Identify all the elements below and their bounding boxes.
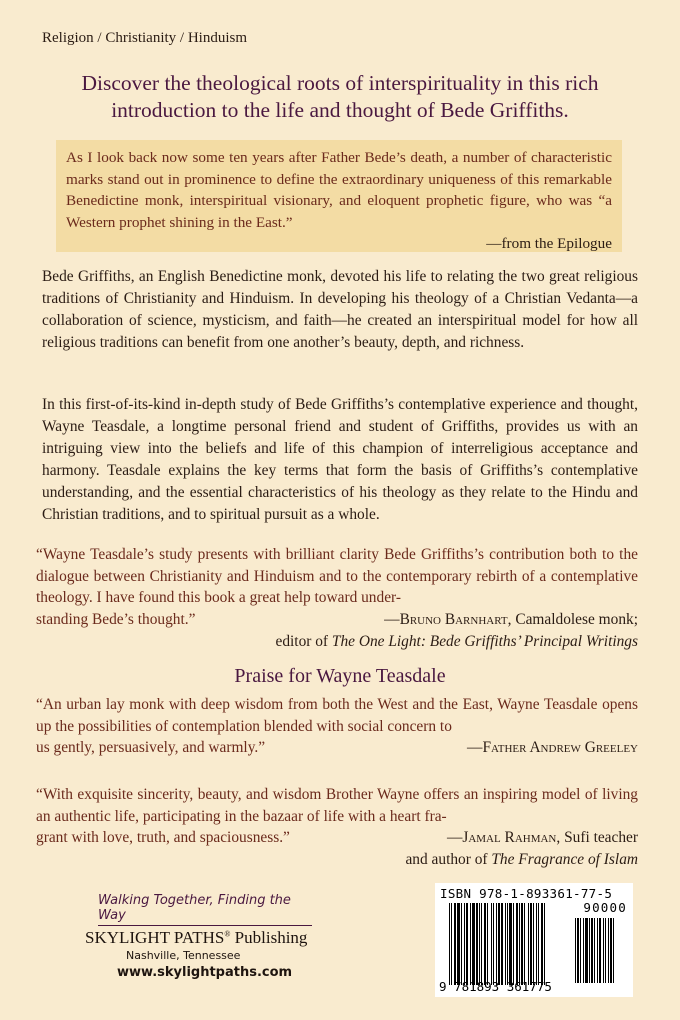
barcode-bars-main: [449, 903, 546, 985]
role-prefix: editor of: [275, 632, 332, 650]
publisher-block: [85, 893, 336, 962]
book-title: The Fragrance of Islam: [491, 851, 638, 869]
publisher-name-main: SKYLIGHT PATHS: [85, 928, 225, 947]
publisher-tagline: Walking Together, Finding the Way: [98, 893, 312, 926]
registered-mark: ®: [224, 929, 231, 939]
blurb-author: —Father Andrew Greeley: [467, 739, 638, 757]
publisher-name: [85, 928, 336, 948]
epilogue-quote-box: [56, 140, 622, 252]
blurb-author: —Jamal Rahman: [446, 829, 557, 847]
headline-line-1: Discover the theological roots of interspirituality in this rich: [81, 71, 599, 95]
description-paragraph-1: Bede Griffiths, an English Benedictine monk, devoted his life to relating the two great religious traditions of Christianity and Hinduism. In developing his theology of a Christian Vedanta—a collaboration of science, mysticism, and faith—he created an interspiritual model for how all religious traditions can benefit from one another’s beauty, depth, and richness.: [42, 268, 638, 351]
blurb-last-line: grant with love, truth, and spaciousness.”: [36, 829, 290, 847]
blurb-rahman: [36, 784, 638, 871]
description-paragraph-2: In this first-of-its-kind in-depth study of Bede Griffiths’s contemplative experience and thought, Wayne Teasdale, a longtime personal friend and student of Griffiths, provides us with an intriguing view into the beliefs and life of this champion of interreligious acceptance and harmony. Teasdale explains the key terms that form the basis of Griffiths’s contemplative understanding, and the essential characteristics of his theology as they relate to the Hindu and Christian traditions, and to spiritual pursuit as a whole.: [42, 396, 638, 523]
category-label: Religion / Christianity / Hinduism: [42, 30, 248, 46]
isbn-barcode: [435, 883, 633, 997]
ean-number: 9 781893 361775: [439, 979, 552, 994]
blurb-text: “Wayne Teasdale’s study presents with brilliant clarity Bede Griffiths’s contribution both to the dialogue between Christianity and Hinduism and to the contemporary rebirth of a contemplative theology. I have found this book a great help toward under-: [36, 546, 638, 607]
blurb-text: “An urban lay monk with deep wisdom from both the West and the East, Wayne Teasdale opens up the possibilities of contemplation blended with social concern to: [36, 696, 638, 735]
epilogue-attribution: —from the Epilogue: [486, 235, 612, 252]
role-prefix: and author of: [405, 851, 492, 869]
blurb-barnhart: [36, 544, 638, 653]
isbn-label: ISBN 978-1-893361-77-5: [440, 886, 613, 901]
headline: [40, 70, 640, 124]
blurb-author: —Bruno Barnhart: [384, 611, 508, 629]
blurb-text: “With exquisite sincerity, beauty, and wisdom Brother Wayne offers an inspiring model of living an authentic life, participating in the bazaar of life with a heart fra-: [36, 786, 638, 825]
barcode-addon-number: 90000: [583, 900, 627, 915]
blurb-greeley: [36, 694, 638, 759]
headline-line-2: introduction to the life and thought of Bede Griffiths.: [111, 98, 569, 122]
barcode-bars-addon: [575, 918, 614, 983]
blurb-last-line: standing Bede’s thought.”: [36, 611, 196, 629]
blurb-role-line-2: [36, 631, 638, 653]
epilogue-quote-text: As I look back now some ten years after Father Bede’s death, a number of characteristic marks stand out in prominence to define the extraordinary uniqueness of this remarkable Benedictine monk, interspiritual visionary, and eloquent prophetic figure, who was “a Western prophet shining in the East.”: [66, 149, 612, 231]
publisher-name-suffix: Publishing: [230, 928, 308, 947]
blurb-last-line: us gently, persuasively, and warmly.”: [36, 739, 266, 757]
blurb-role: , Sufi teacher: [556, 829, 638, 847]
praise-section-title: Praise for Wayne Teasdale: [234, 665, 446, 687]
blurb-role: , Camaldolese monk;: [507, 611, 638, 629]
publisher-city: Nashville, Tennessee: [126, 949, 241, 962]
book-title: The One Light: Bede Griffiths’ Principal Writings: [331, 632, 638, 650]
publisher-website[interactable]: www.skylightpaths.com: [117, 965, 293, 980]
blurb-role-line-2: [36, 849, 638, 871]
